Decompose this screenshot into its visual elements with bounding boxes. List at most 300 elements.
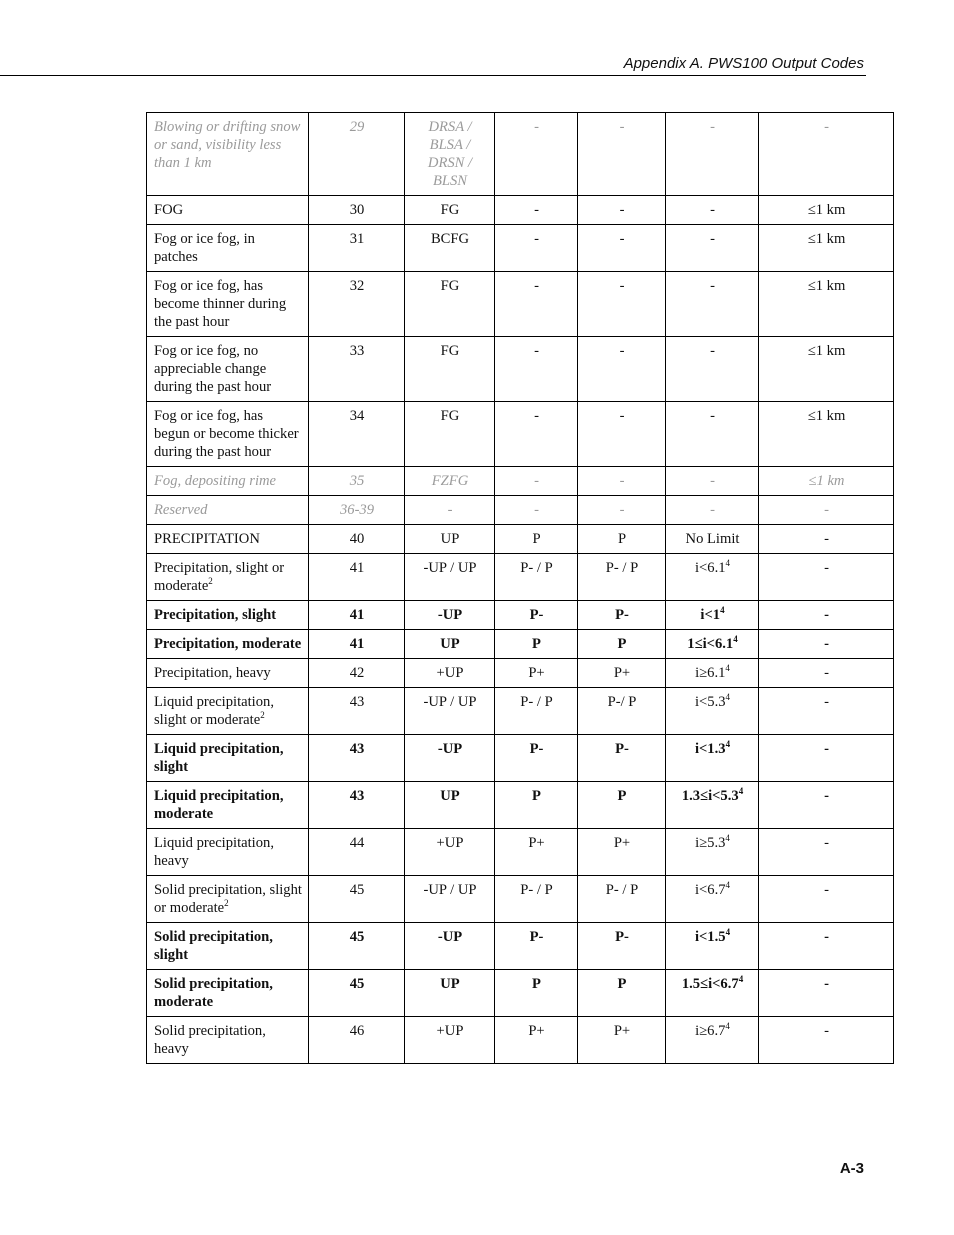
table-row <box>147 1017 894 1064</box>
cell-intensity <box>666 525 759 554</box>
cell-description <box>147 225 309 272</box>
cell-col4 <box>495 659 578 688</box>
cell-code <box>309 601 405 630</box>
cell-code-text: 30 <box>349 202 365 218</box>
cell-col5 <box>578 402 666 467</box>
cell-code-text: 45 <box>349 882 365 898</box>
cell-intensity <box>666 554 759 601</box>
cell-col5-text: P <box>617 788 627 804</box>
cell-visibility-text: - <box>824 119 829 135</box>
cell-description <box>147 1017 309 1064</box>
cell-col4 <box>495 601 578 630</box>
cell-col5 <box>578 601 666 630</box>
cell-intensity <box>666 688 759 735</box>
cell-intensity-text: - <box>710 473 715 489</box>
cell-code-text: 40 <box>349 531 365 547</box>
cell-metar-code <box>405 630 495 659</box>
cell-visibility-text: - <box>824 741 829 757</box>
cell-metar-code-text: -UP / UP <box>423 560 477 576</box>
cell-metar-code <box>405 659 495 688</box>
cell-col5-text: P+ <box>613 665 631 681</box>
cell-description-text: Reserved <box>154 502 208 518</box>
cell-col5-text: - <box>619 278 625 294</box>
cell-visibility-text: - <box>824 694 829 710</box>
cell-col4-text: P <box>532 531 541 547</box>
cell-intensity <box>666 923 759 970</box>
cell-visibility-text: - <box>824 531 829 547</box>
cell-metar-code-text: -UP / UP <box>423 694 477 710</box>
cell-metar-code <box>405 402 495 467</box>
cell-col5 <box>578 467 666 496</box>
table-row <box>147 525 894 554</box>
cell-intensity-text: i<1.5 <box>694 929 726 945</box>
cell-col4 <box>495 113 578 196</box>
cell-col4-text: P+ <box>528 1023 545 1039</box>
cell-metar-code-text: UP <box>440 636 460 652</box>
cell-description-text: Fog, depositing rime <box>154 473 277 489</box>
cell-col4-text: P- / P <box>520 694 553 710</box>
cell-code <box>309 923 405 970</box>
cell-visibility-text: - <box>824 607 829 623</box>
cell-col5 <box>578 923 666 970</box>
cell-col4-text: P <box>532 788 541 804</box>
cell-col5-text: P- <box>615 607 629 623</box>
cell-description <box>147 923 309 970</box>
cell-col5 <box>578 525 666 554</box>
cell-description <box>147 688 309 735</box>
cell-col5 <box>578 829 666 876</box>
cell-metar-code <box>405 554 495 601</box>
cell-col4 <box>495 688 578 735</box>
cell-code <box>309 337 405 402</box>
cell-col4 <box>495 735 578 782</box>
cell-code-text: 44 <box>349 835 365 851</box>
cell-col5-text: - <box>619 343 625 359</box>
cell-code-text: 41 <box>349 560 365 576</box>
cell-col5-text: - <box>619 202 625 218</box>
cell-col4 <box>495 970 578 1017</box>
cell-code-text: 45 <box>349 929 365 945</box>
cell-metar-code <box>405 113 495 196</box>
cell-col5-text: P- <box>615 741 629 757</box>
table-row <box>147 272 894 337</box>
cell-description-text: Solid precipitation, heavy <box>154 1023 266 1057</box>
cell-metar-code-text: FG <box>440 278 460 294</box>
cell-col5-text: P-/ P <box>607 694 637 710</box>
cell-intensity <box>666 1017 759 1064</box>
cell-visibility <box>759 337 894 402</box>
cell-metar-code <box>405 196 495 225</box>
cell-col5-text: P+ <box>613 835 631 851</box>
cell-col4 <box>495 630 578 659</box>
cell-description <box>147 876 309 923</box>
table-row <box>147 630 894 659</box>
cell-metar-code <box>405 876 495 923</box>
table-row <box>147 923 894 970</box>
cell-code <box>309 782 405 829</box>
cell-description <box>147 601 309 630</box>
cell-intensity <box>666 876 759 923</box>
cell-intensity-text: - <box>710 278 715 294</box>
cell-code-text: 36-39 <box>339 502 375 518</box>
table-row <box>147 402 894 467</box>
table-row <box>147 688 894 735</box>
cell-description-text: Fog or ice fog, no appreciable change during the past hour <box>154 343 272 395</box>
cell-intensity <box>666 113 759 196</box>
cell-code <box>309 735 405 782</box>
cell-visibility <box>759 554 894 601</box>
footnote-marker: 4 <box>733 634 738 644</box>
footnote-marker: 4 <box>725 833 730 843</box>
cell-intensity-text: i≥6.7 <box>695 1023 726 1039</box>
cell-intensity-text: i<1.3 <box>694 741 726 757</box>
cell-code <box>309 525 405 554</box>
cell-description-text: Liquid precipitation, moderate <box>154 788 284 822</box>
table-row <box>147 601 894 630</box>
cell-code <box>309 876 405 923</box>
table-row <box>147 829 894 876</box>
cell-col4 <box>495 225 578 272</box>
cell-col5-text: P- / P <box>605 882 639 898</box>
cell-metar-code <box>405 829 495 876</box>
cell-visibility-text: - <box>824 560 829 576</box>
cell-code-text: 45 <box>349 976 365 992</box>
cell-visibility-text: - <box>824 1023 829 1039</box>
cell-visibility <box>759 402 894 467</box>
cell-description-text: Precipitation, heavy <box>154 665 271 681</box>
cell-code <box>309 1017 405 1064</box>
cell-intensity-text: No Limit <box>685 531 740 547</box>
cell-col5 <box>578 970 666 1017</box>
cell-visibility-text: - <box>824 502 829 518</box>
table-row <box>147 225 894 272</box>
cell-description <box>147 782 309 829</box>
cell-col5-text: P <box>617 531 627 547</box>
cell-description-text: Fog or ice fog, has begun or become thicker during the past hour <box>154 408 299 460</box>
cell-col5-text: - <box>619 119 625 135</box>
cell-description <box>147 630 309 659</box>
cell-metar-code <box>405 467 495 496</box>
cell-intensity <box>666 225 759 272</box>
cell-col4-text: P+ <box>528 665 545 681</box>
cell-description-text: Solid precipitation, moderate <box>154 976 273 1010</box>
cell-col4 <box>495 829 578 876</box>
cell-col5-text: P- / P <box>605 560 639 576</box>
cell-col4-text: - <box>534 408 539 424</box>
cell-metar-code-text: FG <box>440 343 460 359</box>
table-row <box>147 876 894 923</box>
cell-code <box>309 467 405 496</box>
cell-code <box>309 554 405 601</box>
cell-visibility <box>759 876 894 923</box>
cell-metar-code-text: - <box>447 502 453 518</box>
cell-metar-code-text: UP <box>440 788 460 804</box>
cell-col4-text: P- / P <box>520 560 553 576</box>
cell-visibility-text: - <box>824 665 829 681</box>
table-row <box>147 659 894 688</box>
cell-visibility <box>759 525 894 554</box>
cell-description-text: Liquid precipitation, heavy <box>154 835 274 869</box>
table-row <box>147 554 894 601</box>
cell-metar-code-text: -UP <box>437 741 463 757</box>
cell-intensity <box>666 829 759 876</box>
cell-metar-code-text: BCFG <box>430 231 470 247</box>
cell-col5-text: - <box>619 408 625 424</box>
table-row <box>147 782 894 829</box>
cell-col4-text: - <box>534 473 539 489</box>
cell-description <box>147 113 309 196</box>
cell-col4 <box>495 402 578 467</box>
cell-description-text: Blowing or drifting snow or sand, visibility less than 1 km <box>154 119 301 171</box>
footnote-marker: 4 <box>725 558 731 568</box>
footnote-marker: 4 <box>725 880 731 890</box>
cell-description-text: Liquid precipitation, slight or moderate <box>154 694 274 728</box>
cell-col4 <box>495 1017 578 1064</box>
cell-intensity <box>666 601 759 630</box>
cell-visibility-text: ≤1 km <box>807 408 846 424</box>
cell-col5-text: - <box>619 473 625 489</box>
footnote-marker: 4 <box>725 927 731 937</box>
cell-code <box>309 659 405 688</box>
cell-intensity <box>666 782 759 829</box>
cell-metar-code-text: +UP <box>436 1023 464 1039</box>
cell-metar-code <box>405 782 495 829</box>
cell-intensity <box>666 735 759 782</box>
cell-col4 <box>495 337 578 402</box>
cell-metar-code <box>405 337 495 402</box>
cell-col5-text: - <box>619 502 625 518</box>
cell-description <box>147 525 309 554</box>
cell-visibility <box>759 735 894 782</box>
cell-description-text: Liquid precipitation, slight <box>154 741 284 775</box>
cell-col5 <box>578 688 666 735</box>
cell-description <box>147 196 309 225</box>
cell-code <box>309 496 405 525</box>
cell-col4 <box>495 496 578 525</box>
cell-visibility <box>759 630 894 659</box>
cell-metar-code-text: -UP / UP <box>423 882 477 898</box>
header-rule <box>0 75 866 76</box>
cell-visibility-text: - <box>824 976 829 992</box>
cell-visibility <box>759 113 894 196</box>
cell-intensity <box>666 402 759 467</box>
cell-description <box>147 496 309 525</box>
cell-description-text: FOG <box>154 202 184 218</box>
cell-col5 <box>578 1017 666 1064</box>
cell-intensity <box>666 630 759 659</box>
cell-visibility <box>759 196 894 225</box>
table-row <box>147 113 894 196</box>
footnote-marker: 4 <box>720 605 725 615</box>
output-codes-table <box>146 112 894 1064</box>
cell-visibility-text: - <box>824 636 829 652</box>
table-row <box>147 970 894 1017</box>
cell-visibility <box>759 970 894 1017</box>
cell-intensity-text: i<5.3 <box>694 694 726 710</box>
cell-code-text: 33 <box>349 343 365 359</box>
cell-col4-text: - <box>534 343 539 359</box>
cell-col4-text: P <box>532 976 541 992</box>
cell-code-text: 43 <box>349 788 365 804</box>
cell-col4 <box>495 467 578 496</box>
cell-visibility-text: ≤1 km <box>807 278 846 294</box>
cell-visibility-text: ≤1 km <box>808 473 845 489</box>
cell-metar-code <box>405 1017 495 1064</box>
table-row <box>147 337 894 402</box>
cell-description <box>147 467 309 496</box>
cell-description-text: Solid precipitation, slight <box>154 929 273 963</box>
cell-col4-text: P- <box>529 929 544 945</box>
cell-code <box>309 272 405 337</box>
cell-code <box>309 225 405 272</box>
cell-col4-text: P- / P <box>520 882 553 898</box>
cell-metar-code-text: FZFG <box>431 473 469 489</box>
cell-intensity <box>666 659 759 688</box>
footnote-marker: 2 <box>260 710 265 720</box>
table-body <box>147 113 894 1064</box>
cell-code-text: 42 <box>349 665 365 681</box>
cell-col5-text: P <box>617 976 627 992</box>
cell-col4-text: P- <box>529 607 544 623</box>
cell-metar-code-text: UP <box>440 531 460 547</box>
cell-intensity-text: i≥5.3 <box>695 835 726 851</box>
cell-col5 <box>578 272 666 337</box>
cell-visibility <box>759 467 894 496</box>
cell-metar-code-text: DRSA / BLSA / DRSN / BLSN <box>427 119 473 189</box>
cell-code-text: 46 <box>349 1023 365 1039</box>
cell-visibility-text: ≤1 km <box>807 231 846 247</box>
cell-col4 <box>495 923 578 970</box>
cell-code <box>309 113 405 196</box>
cell-intensity-text: - <box>710 502 715 518</box>
cell-code-text: 35 <box>349 473 365 489</box>
cell-description <box>147 829 309 876</box>
cell-code <box>309 688 405 735</box>
cell-intensity-text: - <box>710 202 715 218</box>
cell-metar-code <box>405 970 495 1017</box>
cell-col5 <box>578 735 666 782</box>
cell-code-text: 41 <box>349 607 365 623</box>
cell-description-text: Solid precipitation, slight or moderate <box>154 882 302 916</box>
cell-visibility-text: - <box>824 929 829 945</box>
cell-intensity <box>666 970 759 1017</box>
cell-col5 <box>578 113 666 196</box>
cell-col4 <box>495 876 578 923</box>
cell-code-text: 32 <box>349 278 365 294</box>
cell-description-text: PRECIPITATION <box>154 531 260 547</box>
cell-metar-code-text: +UP <box>436 835 464 851</box>
cell-col4-text: - <box>534 278 539 294</box>
cell-visibility <box>759 225 894 272</box>
cell-intensity <box>666 196 759 225</box>
cell-intensity <box>666 467 759 496</box>
cell-intensity-text: - <box>710 408 715 424</box>
cell-intensity-text: - <box>710 119 715 135</box>
cell-code <box>309 970 405 1017</box>
cell-visibility <box>759 1017 894 1064</box>
footnote-marker: 4 <box>725 663 730 673</box>
cell-visibility <box>759 601 894 630</box>
cell-col5 <box>578 496 666 525</box>
cell-intensity-text: 1.5≤i<6.7 <box>681 976 739 992</box>
cell-visibility-text: ≤1 km <box>807 202 846 218</box>
cell-metar-code <box>405 923 495 970</box>
cell-col4-text: - <box>534 202 539 218</box>
cell-intensity-text: i<6.1 <box>694 560 726 576</box>
footnote-marker: 4 <box>738 974 744 984</box>
cell-intensity-text: 1≤i<6.1 <box>687 636 734 652</box>
cell-col5 <box>578 630 666 659</box>
cell-col5 <box>578 554 666 601</box>
running-header: Appendix A. PWS100 Output Codes <box>623 55 864 72</box>
cell-description-text: Fog or ice fog, in patches <box>154 231 255 265</box>
cell-intensity-text: 1.3≤i<5.3 <box>681 788 739 804</box>
cell-col4-text: - <box>534 231 539 247</box>
cell-metar-code <box>405 601 495 630</box>
cell-col5 <box>578 225 666 272</box>
cell-intensity <box>666 272 759 337</box>
cell-intensity <box>666 496 759 525</box>
cell-visibility-text: - <box>824 882 829 898</box>
cell-metar-code <box>405 272 495 337</box>
cell-col4 <box>495 554 578 601</box>
cell-col4 <box>495 196 578 225</box>
cell-visibility <box>759 688 894 735</box>
cell-intensity-text: i≥6.1 <box>695 665 726 681</box>
cell-code-text: 43 <box>349 741 365 757</box>
cell-intensity-text: - <box>710 343 715 359</box>
cell-metar-code-text: -UP <box>437 929 463 945</box>
cell-code-text: 43 <box>349 694 365 710</box>
cell-col5-text: P <box>617 636 627 652</box>
cell-col5 <box>578 659 666 688</box>
cell-visibility-text: ≤1 km <box>807 343 846 359</box>
cell-metar-code-text: -UP <box>437 607 463 623</box>
cell-visibility <box>759 829 894 876</box>
cell-code-text: 29 <box>349 119 365 135</box>
footnote-marker: 2 <box>208 576 213 586</box>
cell-visibility <box>759 659 894 688</box>
footnote-marker: 4 <box>738 786 744 796</box>
cell-description <box>147 659 309 688</box>
cell-metar-code-text: FG <box>440 202 460 218</box>
cell-intensity <box>666 337 759 402</box>
cell-col4 <box>495 272 578 337</box>
cell-intensity-text: - <box>710 231 715 247</box>
cell-intensity-text: i<6.7 <box>694 882 726 898</box>
cell-code <box>309 196 405 225</box>
cell-description <box>147 970 309 1017</box>
cell-metar-code-text: +UP <box>436 665 464 681</box>
table-row <box>147 735 894 782</box>
cell-description-text: Precipitation, moderate <box>154 636 302 652</box>
footnote-marker: 4 <box>725 739 731 749</box>
footnote-marker: 2 <box>224 898 229 908</box>
cell-code <box>309 829 405 876</box>
cell-visibility <box>759 923 894 970</box>
cell-code-text: 31 <box>349 231 365 247</box>
cell-col5 <box>578 196 666 225</box>
cell-description <box>147 337 309 402</box>
cell-col4-text: - <box>534 502 539 518</box>
page-number: A-3 <box>839 1160 864 1177</box>
cell-description-text: Precipitation, slight <box>154 607 277 623</box>
cell-metar-code <box>405 225 495 272</box>
cell-col5-text: - <box>619 231 625 247</box>
cell-code <box>309 630 405 659</box>
cell-description <box>147 272 309 337</box>
cell-intensity-text: i<1 <box>700 607 721 623</box>
